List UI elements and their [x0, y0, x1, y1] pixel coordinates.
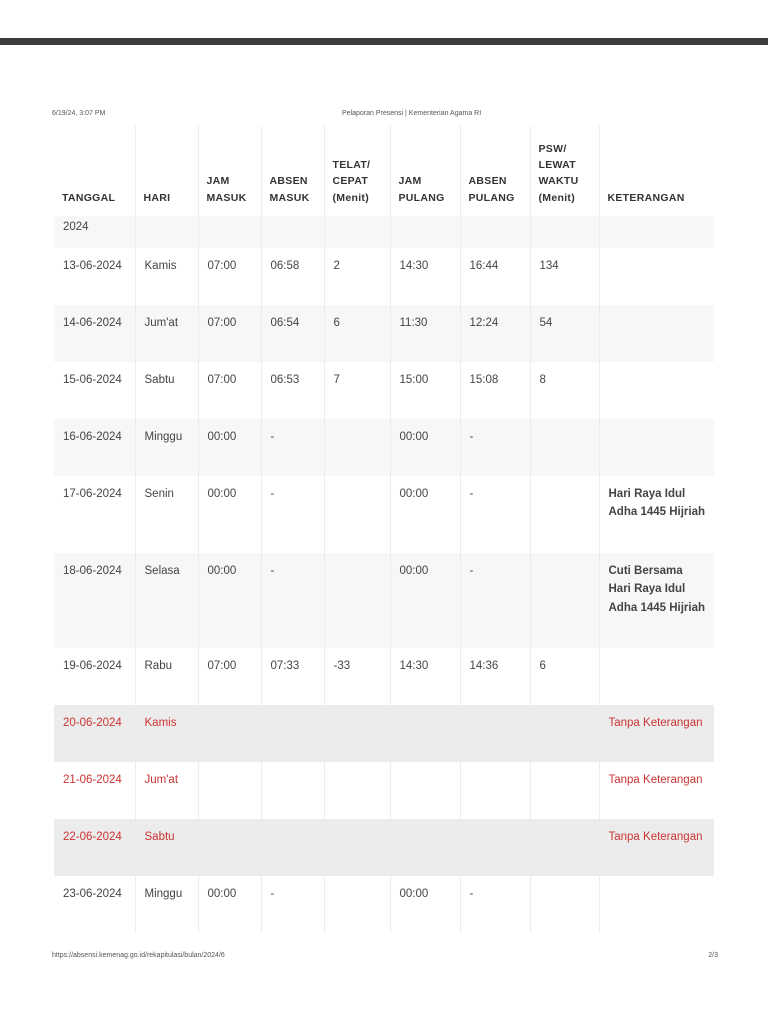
- cell-psw: 6: [530, 648, 599, 705]
- cell-keterangan: [599, 248, 714, 305]
- cell-tanggal: 16-06-2024: [54, 419, 135, 476]
- print-datetime: 6/19/24, 3:07 PM: [52, 110, 106, 117]
- cell-absen-pulang: 15:08: [460, 362, 530, 419]
- cell-tanggal: 23-06-2024: [54, 876, 135, 933]
- cell-telat: [324, 762, 390, 819]
- cell-telat: [324, 705, 390, 762]
- cell-absen-masuk: -: [261, 419, 324, 476]
- cell-hari: Selasa: [135, 553, 198, 648]
- cell-jam-masuk: [198, 819, 261, 876]
- cell-telat: [324, 553, 390, 648]
- cell-jam-pulang: 00:00: [390, 876, 460, 933]
- cell-absen-masuk: 06:54: [261, 305, 324, 362]
- cell-tanggal: 15-06-2024: [54, 362, 135, 419]
- table-row-partial: [54, 216, 714, 248]
- cell-keterangan: Cuti Bersama Hari Raya Idul Adha 1445 Hijriah: [599, 553, 714, 648]
- top-dark-bar: [0, 38, 768, 45]
- cell-psw: [530, 819, 599, 876]
- cell-telat: [324, 476, 390, 553]
- column-header-absen-pulang: ABSEN PULANG: [460, 126, 530, 216]
- column-header-hari: HARI: [135, 126, 198, 216]
- cell-jam-masuk: 00:00: [198, 419, 261, 476]
- cell-jam-pulang: [390, 819, 460, 876]
- cell-absen-pulang: [460, 819, 530, 876]
- cell-keterangan: Tanpa Keterangan: [608, 774, 703, 786]
- cell-jam-masuk: 07:00: [198, 248, 261, 305]
- column-header-jam-masuk: JAM MASUK: [198, 126, 261, 216]
- column-header-telat-cepat: TELAT/ CEPAT (Menit): [324, 126, 390, 216]
- cell-telat: 7: [324, 362, 390, 419]
- cell-hari: Minggu: [135, 419, 198, 476]
- table-header-row: [54, 126, 714, 216]
- cell-keterangan: [599, 419, 714, 476]
- cell-absen-pulang: 16:44: [460, 248, 530, 305]
- cell-tanggal: 20-06-2024: [54, 705, 135, 762]
- cell-jam-masuk: 00:00: [198, 876, 261, 933]
- table-row: [54, 419, 714, 476]
- cell-jam-masuk: 00:00: [198, 476, 261, 553]
- cell-jam-pulang: 11:30: [390, 305, 460, 362]
- cell-keterangan: [599, 648, 714, 705]
- cell-absen-masuk: 06:58: [261, 248, 324, 305]
- table-row-absent: [54, 762, 714, 819]
- table-row: [54, 305, 714, 362]
- cell-absen-masuk: [261, 705, 324, 762]
- table-row: [54, 648, 714, 705]
- cell-keterangan: [599, 876, 714, 933]
- cell-jam-pulang: [390, 762, 460, 819]
- cell-jam-masuk: 00:00: [198, 553, 261, 648]
- cell-absen-masuk: [261, 819, 324, 876]
- print-url: https://absensi.kemenag.go.id/rekapitulasi/bulan/2024/6: [52, 952, 225, 959]
- cell-absen-pulang: -: [460, 876, 530, 933]
- cell-keterangan: [599, 305, 714, 362]
- cell-hari: Minggu: [135, 876, 198, 933]
- cell-jam-pulang: 14:30: [390, 248, 460, 305]
- cell-hari: Jum'at: [135, 305, 198, 362]
- cell-jam-pulang: [390, 705, 460, 762]
- cell-tanggal: 22-06-2024: [54, 819, 135, 876]
- cell-hari: Kamis: [135, 248, 198, 305]
- attendance-table: [54, 126, 714, 933]
- cell-absen-masuk: [261, 762, 324, 819]
- cell-psw: [530, 876, 599, 933]
- page-number: 2/3: [708, 952, 718, 959]
- cell-psw: [530, 762, 599, 819]
- cell-absen-pulang: -: [460, 419, 530, 476]
- cell-psw: [530, 705, 599, 762]
- table-row-absent: [54, 819, 714, 876]
- cell-tanggal: 17-06-2024: [54, 476, 135, 553]
- cell-tanggal: 13-06-2024: [54, 248, 135, 305]
- cell-hari: Kamis: [135, 705, 198, 762]
- cell-hari: Sabtu: [135, 362, 198, 419]
- print-header: [52, 110, 718, 122]
- cell-hari: Rabu: [135, 648, 198, 705]
- cell-telat: [324, 819, 390, 876]
- cell-jam-masuk: [198, 705, 261, 762]
- cell-absen-pulang: 14:36: [460, 648, 530, 705]
- cell-telat: 2: [324, 248, 390, 305]
- cell-absen-pulang: [460, 762, 530, 819]
- print-footer: [52, 952, 718, 964]
- table-row: [54, 248, 714, 305]
- cell-psw: 54: [530, 305, 599, 362]
- cell-tanggal: 14-06-2024: [54, 305, 135, 362]
- cell-telat: [324, 419, 390, 476]
- cell-absen-masuk: 07:33: [261, 648, 324, 705]
- print-page-title: Pelaporan Presensi | Kementerian Agama RI: [342, 110, 482, 117]
- cell-jam-pulang: 00:00: [390, 419, 460, 476]
- column-header-absen-masuk: ABSEN MASUK: [261, 126, 324, 216]
- table-row-absent: [54, 705, 714, 762]
- column-header-psw: PSW/ LEWAT WAKTU (Menit): [530, 126, 599, 216]
- cell-jam-pulang: 00:00: [390, 476, 460, 553]
- cell-jam-pulang: 14:30: [390, 648, 460, 705]
- cell-keterangan: Tanpa Keterangan: [599, 819, 714, 876]
- cell-psw: [530, 419, 599, 476]
- cell-absen-pulang: -: [460, 476, 530, 553]
- column-header-jam-pulang: JAM PULANG: [390, 126, 460, 216]
- cell-psw: [530, 476, 599, 553]
- cell-telat: -33: [324, 648, 390, 705]
- cell-keterangan: [599, 362, 714, 419]
- cell-tanggal: 2024: [54, 216, 135, 248]
- cell-tanggal: 18-06-2024: [54, 553, 135, 648]
- cell-jam-masuk: 07:00: [198, 648, 261, 705]
- table-row: [54, 362, 714, 419]
- column-header-tanggal: TANGGAL: [54, 126, 135, 216]
- cell-hari: Jum'at: [135, 762, 198, 819]
- cell-absen-pulang: 12:24: [460, 305, 530, 362]
- cell-jam-pulang: 15:00: [390, 362, 460, 419]
- cell-psw: 8: [530, 362, 599, 419]
- cell-telat: 6: [324, 305, 390, 362]
- cell-jam-masuk: 07:00: [198, 362, 261, 419]
- cell-hari: Sabtu: [135, 819, 198, 876]
- cell-keterangan: Tanpa Keterangan: [599, 705, 714, 762]
- table-row: [54, 876, 714, 933]
- cell-absen-masuk: -: [261, 553, 324, 648]
- cell-tanggal: 19-06-2024: [54, 648, 135, 705]
- cell-absen-masuk: 06:53: [261, 362, 324, 419]
- table-row: [54, 553, 714, 648]
- table-row: [54, 476, 714, 553]
- cell-absen-pulang: [460, 705, 530, 762]
- cell-absen-masuk: -: [261, 476, 324, 553]
- cell-jam-masuk: 07:00: [198, 305, 261, 362]
- cell-psw: [530, 553, 599, 648]
- cell-telat: [324, 876, 390, 933]
- cell-keterangan: Hari Raya Idul Adha 1445 Hijriah: [608, 488, 706, 519]
- cell-tanggal: 21-06-2024: [54, 762, 135, 819]
- column-header-keterangan: KETERANGAN: [607, 191, 685, 204]
- cell-absen-pulang: -: [460, 553, 530, 648]
- cell-jam-pulang: 00:00: [390, 553, 460, 648]
- cell-jam-masuk: [198, 762, 261, 819]
- cell-hari: Senin: [135, 476, 198, 553]
- cell-psw: 134: [530, 248, 599, 305]
- cell-absen-masuk: -: [261, 876, 324, 933]
